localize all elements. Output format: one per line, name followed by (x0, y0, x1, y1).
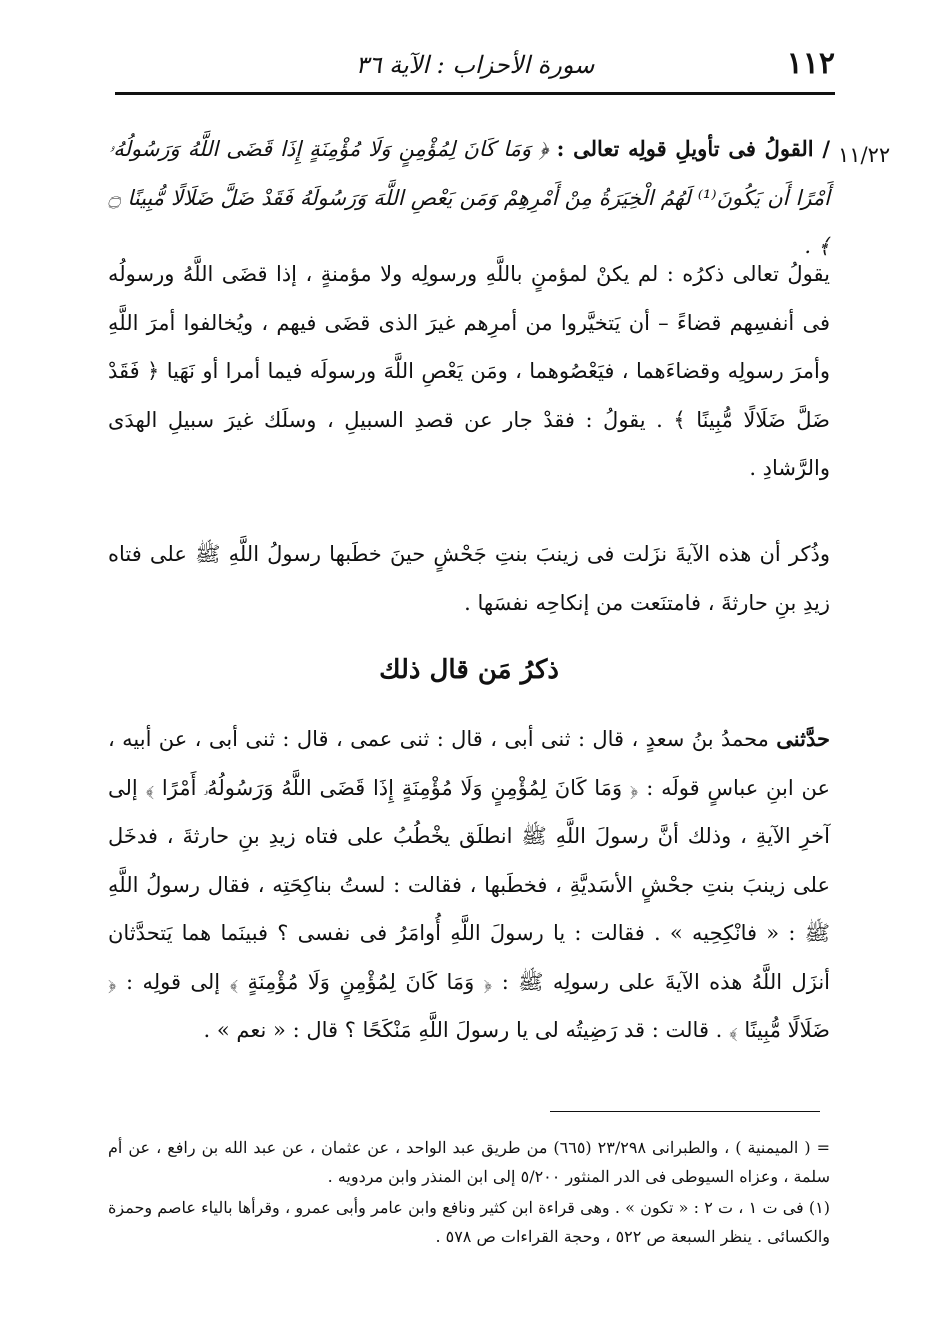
footnote-continuation: = ( الميمنية ) ، والطبرانى ٢٣/٢٩٨ (٦٦٥) من طريق عبد الواحد ، عن عثمان ، عن عبد الله بن رافع ، عن أم سلمة ، وعزاه السيوطى فى الدر المنثور ٥/٢٠٠ إلى ابن المنذر وابن مردويه . (108, 1138, 831, 1186)
section-heading: ذكرُ مَن قال ذلك (379, 655, 559, 685)
page-number: ١١٢ (786, 46, 835, 81)
header-rule (115, 92, 835, 95)
footnotes (108, 1133, 830, 1251)
quran-verse: ﴿ وَمَا كَانَ لِمُؤْمِنٍ وَلَا مُؤْمِنَةٍ إِذَا قَضَى اللَّهُ وَرَسُولُهُۥ أَمْرًا أَن يَكُونَ⁽¹⁾ لَهُمُ الْخِيَرَةُ مِنْ أَمْرِهِمْ وَمَن يَعْصِ اللَّهَ وَرَسُولَهُ فَقَدْ ضَلَّ ضَلَالًا مُّبِينًا ۝ ﴾ . (108, 137, 831, 258)
running-header (115, 44, 835, 84)
narration-lead: حدَّثنى (776, 726, 830, 751)
verse-heading-paragraph (108, 125, 830, 271)
margin-reference: ١١/٢٢ (838, 143, 891, 167)
narration-paragraph (108, 715, 830, 1055)
commentary-paragraph-1: يقولُ تعالى ذكرُه : لم يكنْ لمؤمنٍ باللَّهِ ورسولِه ولا مؤمنةٍ ، إذا قضَى اللَّهُ ورسولُه فى أنفسِهم قضاءً – أن يَتخيَّروا من أمرِهم غيرَ الذى قضَى فيهم ، ويُخالفوا أمرَ اللَّهِ وأمرَ رسولِه وقضاءَهما ، فيَعْصُوهما ، ومَن يَعْصِ اللَّهَ ورسولَه فيما أمرا أو نَهَيا ﴿ فَقَدْ ضَلَّ ضَلَالًا مُّبِينًا ﴾ . يقولُ : فقدْ جار عن قصدِ السبيلِ ، وسلَك غيرَ سبيلِ الهدَى والرَّشادِ . (108, 262, 830, 480)
running-title: سورة الأحزاب : الآية ٣٦ (355, 51, 595, 79)
verse-heading-lead: / القولُ فى تأويلِ قولِه تعالى : (556, 136, 830, 161)
commentary-paragraph-2: وذُكر أن هذه الآيةَ نزَلت فى زينبَ بنتِ جَحْشٍ حينَ خطَبها رسولُ اللَّهِ ﷺ على فتاه زيدِ بنِ حارثةَ ، فامتنَعت من إنكاحِه نفسَها . (108, 542, 830, 615)
footnote-rule (550, 1111, 820, 1112)
footnote-1: (١) فى ت ١ ، ت ٢ : « تكون » . وهى قراءة ابن كثير ونافع وابن عامر وأبى عمرو ، وقرأها بالياء عاصم وحمزة والكسائى . ينظر السبعة ص ٥٢٢ ، وحجة القراءات ص ٥٧٨ . (108, 1198, 830, 1246)
narration-text: محمدُ بنُ سعدٍ ، قال : ثنى أبى ، قال : ثنى عمى ، قال : ثنى أبى ، عن أبيه ، عن ابنِ عباسٍ قولَه : ﴿ وَمَا كَانَ لِمُؤْمِنٍ وَلَا مُؤْمِنَةٍ إِذَا قَضَى اللَّهُ وَرَسُولُهُۥ أَمْرًا ﴾ إلى آخرِ الآيةِ ، وذلك أنَّ رسولَ اللَّهِ ﷺ انطلَق يخْطُبُ على فتاه زيدِ بنِ حارثةَ ، فدخَل على زينبَ بنتِ جحْشٍ الأسَديَّةِ ، فخطَبها ، فقالت : لستُ بناكِحَتِه ، فقال رسولُ اللَّهِ ﷺ : « فانْكِحِيه » . فقالت : يا رسولَ اللَّهِ أُوامَرُ فى نفسى ؟ فبينَما هما يَتحدَّثان أنزَل اللَّهُ هذه الآيةَ على رسولِه ﷺ : ﴿ وَمَا كَانَ لِمُؤْمِنٍ وَلَا مُؤْمِنَةٍ ﴾ إلى قولِه : ﴿ ضَلَالًا مُّبِينًا ﴾ . قالت : قد رَضِيتُه لى يا رسولَ اللَّهِ مَنْكَحًا ؟ قال : « نعم » . (108, 727, 830, 1042)
